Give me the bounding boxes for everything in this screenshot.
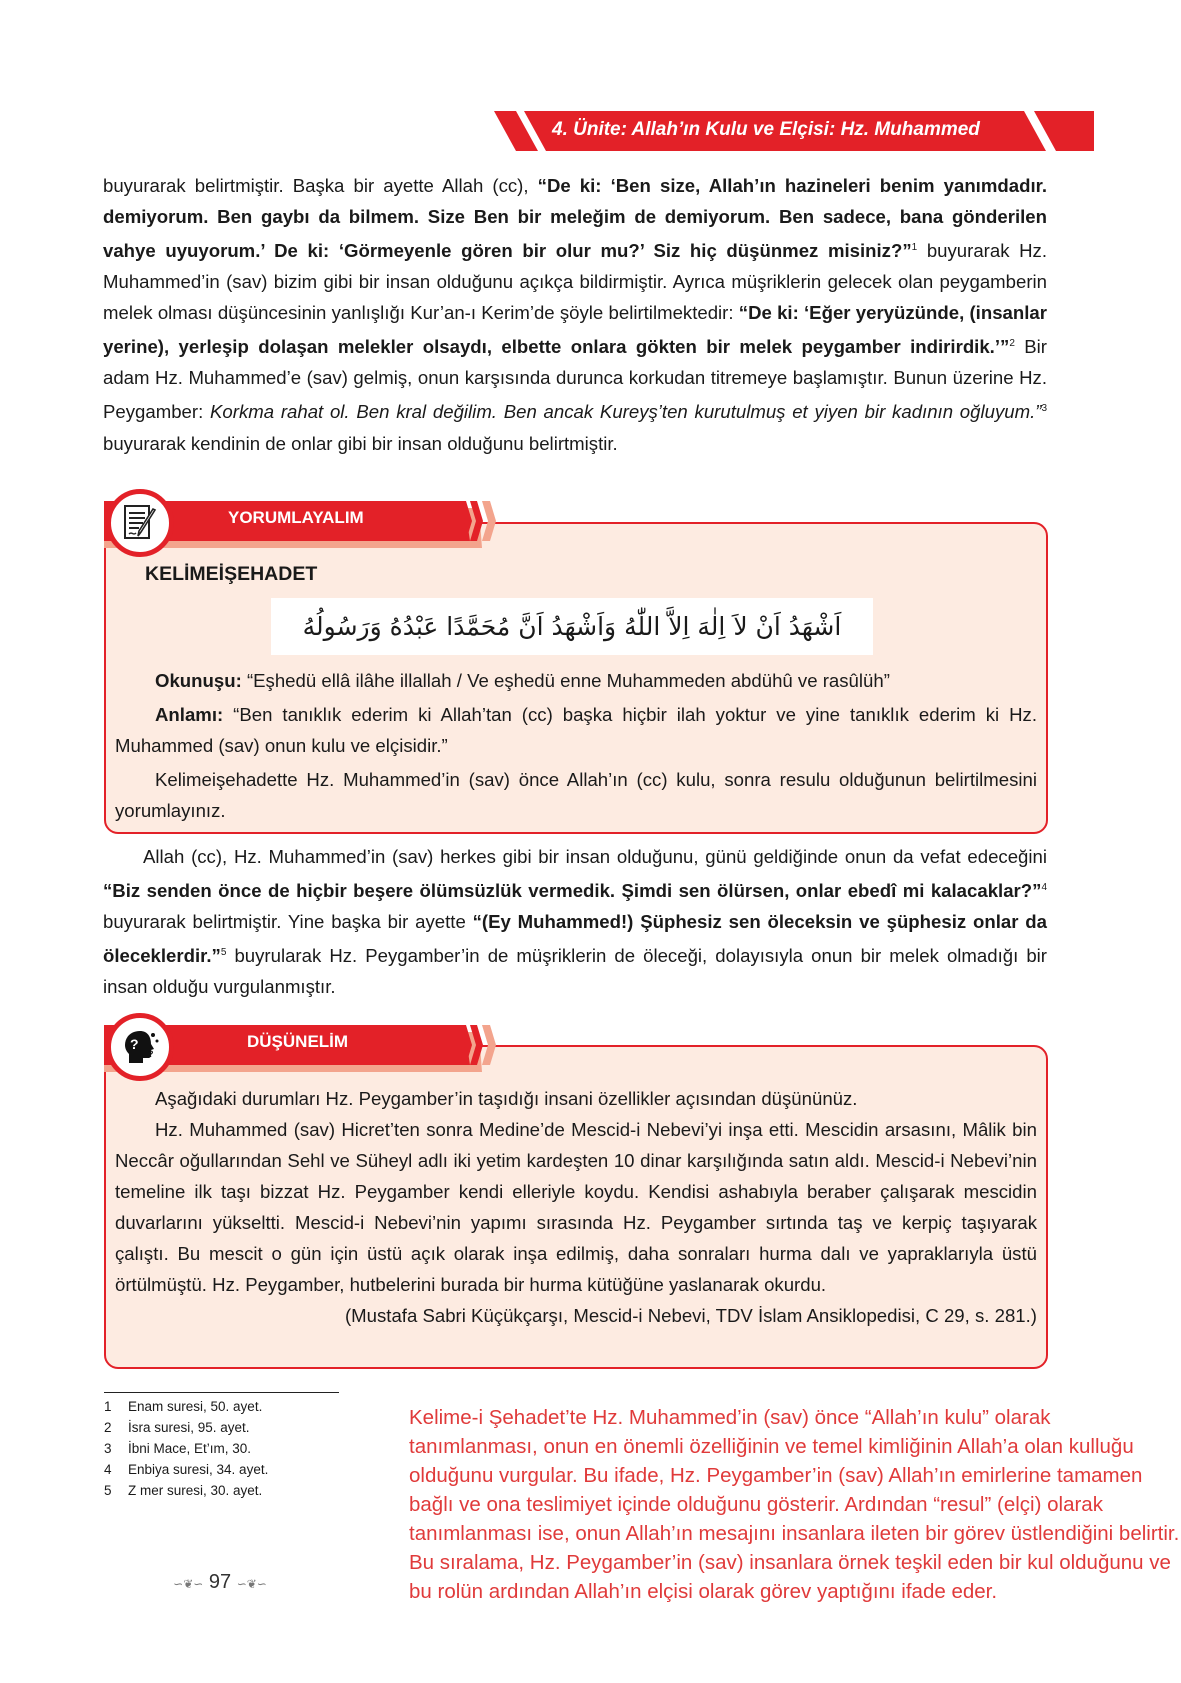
document-pen-icon	[106, 489, 174, 557]
svg-text:?: ?	[130, 1036, 139, 1052]
tab-title: DÜŞÜNELİM	[247, 1032, 349, 1051]
body-paragraph-1: buyurarak belirtmiştir. Başka bir ayette Allah (cc), “De ki: ‘Ben size, Allah’ın hazineleri benim yanımdadır. demiyorum. Ben gaybı da bilmem. Size Ben bir meleğim de demiyorum. Ben sadece, bana gönderilen vahye uyuyorum.’ De ki: ‘Görmeyenle gören bir olur mu?’ Siz hiç düşünmez misiniz?”$^1$ buyurarak Hz. Muhammed’in (sav) bizim gibi bir insan olduğunu açıkça bildirmiştir. Ayrıca müşriklerin gelecek olan peygamberin melek olması düşüncesinin yanlışlığı Kur’an-ı Kerim’de şöyle belirtilmektedir: “De ki: ‘Eğer yeryüzünde, (insanlar yerine), yerleşip dolaşan melekler olsaydı, elbette onlara gökten bir melek peygamber indirirdik.’”$^2$ Bir adam Hz. Muhammed’e (sav) gelmiş, onun karşısında durunca korkudan titremeye başlamıştır. Bunun üzerine Hz. Peygamber: Korkma rahat ol. Ben kral değilim. Ben ancak Kureyş’ten kurutulmuş et yiyen bir kadının oğluyum.”$^3$ buyurarak kendinin de onlar gibi bir insan olduğunu belirtmiştir.	[103, 175, 1048, 454]
task-text: Kelimeişehadette Hz. Muhammed’in (sav) önce Allah’ın (cc) kulu, sonra resulu olduğunun belirtilmesini yorumlayınız.	[115, 769, 1037, 821]
ornament-icon: ∽❦∽	[236, 1577, 267, 1591]
unit-title: 4. Ünite: Allah’ın Kulu ve Elçisi: Hz. Muhammed	[552, 119, 980, 140]
answer-text: Kelime-i Şehadet’te Hz. Muhammed’in (sav) önce “Allah’ın kulu” olarak tanımlanması, onun en önemli özelliğinin ve temel kimliğinin Allah’a olan kulluğu olduğunu vurgular. Bu ifade, Hz. Peygamber’in (sav) Allah’ın emirlerine tamamen bağlı ve ona teslimiyet içinde olduğunu gösterir. Ardından “resul” (elçi) olarak tanımlanması ise, onun Allah’ın mesajını insanlara ileten bir görev üstlendiğini belirtir. Bu sıralama, Hz. Peygamber’in (sav) insanlara örnek teşkil eden bir kul olduğunu ve bu rolün ardından Allah’ın elçisi olarak görev yaptığını ifade eder.	[409, 1406, 1180, 1603]
box2-content	[115, 1083, 1037, 1331]
box1-content	[115, 665, 1037, 826]
body-paragraph-2: Allah (cc), Hz. Muhammed’in (sav) herkes gibi bir insan olduğunu, günü geldiğinde onun da vefat edeceğini “Biz senden önce de hiçbir beşere ölümsüzlük vermedik. Şimdi sen ölürsen, onlar ebedî mi kalacaklar?”$^4$ buyurarak belirtmiştir. Yine başka bir ayette “(Ey Muhammed!) Şüphesiz sen öleceksin ve şüphesiz onlar da öleceklerdir.”$^5$ buyrularak Hz. Peygamber’in de müşriklerin de öleceği, dolayısıyla onun bir melek olmadığı bir insan olduğu vurgulanmıştır.	[103, 846, 1047, 998]
ornament-icon: ∽❦∽	[173, 1577, 204, 1591]
case-text: Hz. Muhammed (sav) Hicret’ten sonra Medine’de Mescid-i Nebevi’yi inşa etti. Mescidin arsasını, Mâlik bin Neccâr oğullarından Sehl ve Süheyl adlı iki yetim kardeşten 10 dinar karşılığında satın aldı. Mescid-i Nebevi’nin temeline ilk taşı bizzat Hz. Peygamber kendi elleriyle koydu. Kendisi ashabıyla beraber çalışarak mescidin duvarlarını yükseltti. Mescid-i Nebevi’nin yapımı sırasında Hz. Peygamber sırtında taş ve kerpiç taşıyarak çalıştı. Bu mescit o gün için üstü açık olarak inşa edilmiş, daha sonraları hurma dalı ve yapraklarıyla üstü örtülmüştü. Hz. Peygamber, hutbelerini burada bir hurma kütüğüne yaslanarak okurdu.	[115, 1119, 1037, 1295]
footnote: 2 İsra suresi, 95. ayet.	[104, 1420, 250, 1435]
page-number: ∽❦∽ 97 ∽❦∽	[173, 1571, 267, 1593]
dusunelim-tab	[104, 1022, 1048, 1082]
unit-header	[494, 111, 1094, 151]
tab-shape	[104, 1022, 1048, 1082]
tab-title: YORUMLAYALIM	[228, 508, 364, 527]
tab-shape	[104, 498, 1048, 558]
footnote: 1 Enam suresi, 50. ayet.	[104, 1399, 263, 1414]
yorumlayalim-tab	[104, 498, 1048, 558]
footnote: 3 İbni Mace, Et’ım, 30.	[104, 1441, 252, 1456]
footnote-rule	[104, 1392, 339, 1393]
box-heading: KELİMEİŞEHADET	[145, 563, 318, 585]
arabic-shahada: اَشْهَدُ اَنْ لاَ اِلٰهَ اِلاَّ اللّٰهُ وَاَشْهَدُ اَنَّ مُحَمَّدًا عَبْدُهُ وَرَسُولُهُ	[271, 598, 873, 655]
footnotes	[104, 1396, 268, 1501]
thinking-head-icon	[106, 1013, 174, 1081]
question-text: Aşağıdaki durumları Hz. Peygamber’in taşıdığı insani özellikler açısından düşününüz.	[155, 1088, 858, 1109]
footnote: 5 Z mer suresi, 30. ayet.	[104, 1483, 263, 1498]
svg-text:?: ?	[148, 1049, 154, 1059]
okunus-line: Okunuşu: “Eşhedü ellâ ilâhe illallah / Ve eşhedü enne Muhammeden abdühû ve rasûlüh”	[155, 670, 890, 691]
source-citation: (Mustafa Sabri Küçükçarşı, Mescid-i Nebevi, TDV İslam Ansiklopedisi, C 29, s. 281.)	[344, 1305, 1037, 1326]
footnote: 4 Enbiya suresi, 34. ayet.	[104, 1462, 269, 1477]
anlam-line: Anlamı: “Ben tanıklık ederim ki Allah’tan (cc) başka hiçbir ilah yoktur ve yine tanıklık ederim ki Hz. Muhammed (sav) onun kulu ve elçisidir.”	[115, 704, 1037, 756]
